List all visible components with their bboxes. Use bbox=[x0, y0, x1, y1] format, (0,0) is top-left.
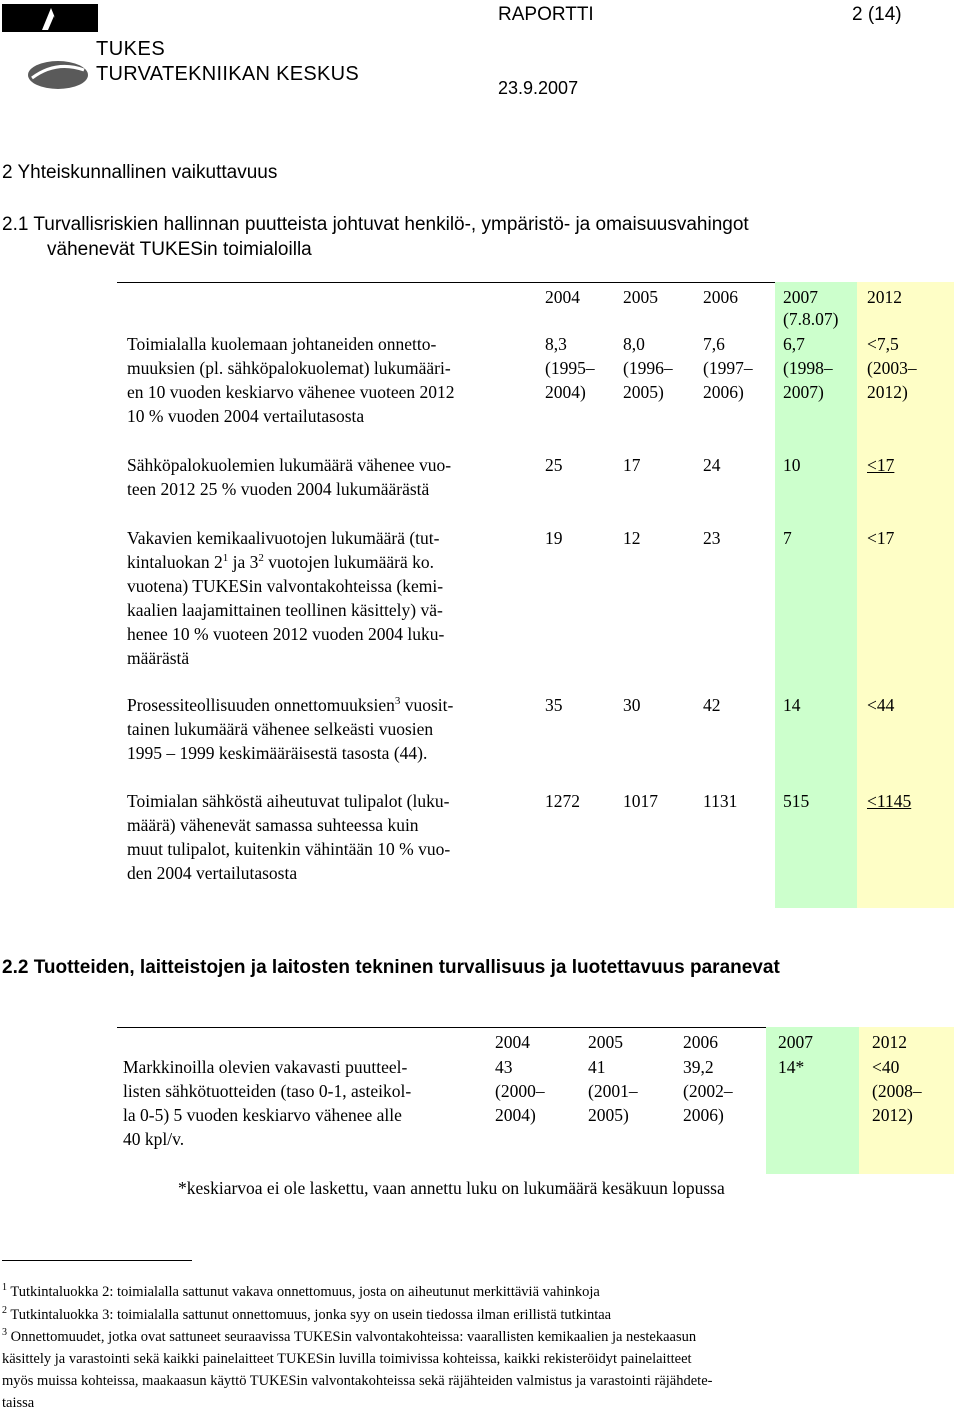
year-header-2012: 2012 bbox=[872, 1032, 907, 1052]
page-number: 2 (14) bbox=[852, 4, 902, 25]
year-header-2005: 2005 bbox=[623, 287, 658, 307]
row-label-line: en 10 vuoden keskiarvo vähenee vuoteen 2012 bbox=[127, 382, 455, 402]
year-header-2007-date: (7.8.07) bbox=[783, 309, 839, 329]
value-line: (2008– bbox=[872, 1081, 922, 1101]
row-label-line: Toimialalla kuolemaan johtaneiden onnetto- bbox=[127, 334, 437, 354]
row-label-line: määrä) vähenevät samassa suhteessa kuin bbox=[127, 815, 419, 835]
value-2006 bbox=[683, 1055, 733, 1127]
row-label-line: 1995 – 1999 keskimääräisestä tasosta (44). bbox=[127, 743, 428, 763]
row-label-line: muut tulipalot, kuitenkin vähintään 10 % vuo- bbox=[127, 839, 451, 859]
row-label-line bbox=[127, 550, 519, 574]
value-2005 bbox=[623, 332, 673, 404]
value-2005: 12 bbox=[623, 528, 641, 548]
row-label-line: muuksien (pl. sähköpalokuolemat) lukumääri- bbox=[127, 358, 451, 378]
footnote-line: käsittely ja varastointi sekä kaikki painelaitteet TUKESin luvilla toimivissa kohteissa, kaikki rekisteröidyt painelaitteet bbox=[2, 1351, 692, 1367]
tukes-logo-mark bbox=[2, 4, 98, 32]
value-2004 bbox=[545, 332, 595, 404]
value-line: (1995– bbox=[545, 358, 595, 378]
subsection-heading-line1: 2.1 Turvallisriskien hallinnan puutteista johtuvat henkilö-, ympäristö- ja omaisuusvahingot bbox=[2, 214, 749, 235]
value-line: (2003– bbox=[867, 358, 917, 378]
value-2012 bbox=[867, 332, 917, 404]
value-line: 2012) bbox=[872, 1105, 913, 1125]
footnote-rule bbox=[2, 1260, 192, 1261]
value-2007: 7 bbox=[783, 528, 792, 548]
year-header-2006: 2006 bbox=[703, 287, 738, 307]
row-label-line: vuotena) TUKESin valvontakohteissa (kemi- bbox=[127, 576, 444, 596]
row-label-text: Prosessiteollisuuden onnettomuuksien bbox=[127, 695, 395, 715]
value-2006: 23 bbox=[703, 528, 721, 548]
footnote-3 bbox=[2, 1326, 947, 1414]
value-line: (1996– bbox=[623, 358, 673, 378]
value-line: (1998– bbox=[783, 358, 833, 378]
value-2005: 30 bbox=[623, 695, 641, 715]
value-2007 bbox=[783, 332, 833, 404]
row-label-line: määrästä bbox=[127, 648, 190, 668]
value-2007: 14 bbox=[783, 695, 801, 715]
value-2007: 515 bbox=[783, 791, 810, 811]
row-label-line: teen 2012 25 % vuoden 2004 lukumäärästä bbox=[127, 479, 430, 499]
footnote-line: taissa bbox=[2, 1395, 35, 1411]
document-type: RAPORTTI bbox=[498, 4, 594, 25]
value-line: 6,7 bbox=[783, 334, 805, 354]
value-2007: 14* bbox=[778, 1057, 805, 1077]
footnote-1 bbox=[2, 1281, 947, 1303]
value-line: 2006) bbox=[683, 1105, 724, 1125]
row-label-text: vuosit- bbox=[400, 695, 454, 715]
value-line: 2006) bbox=[703, 382, 744, 402]
year-header-2004: 2004 bbox=[545, 287, 580, 307]
value-2006: 1131 bbox=[703, 791, 738, 811]
row-label-line: henee 10 % vuoteen 2012 vuoden 2004 luku- bbox=[127, 624, 445, 644]
row-label bbox=[127, 789, 519, 885]
value-2005: 17 bbox=[623, 455, 641, 475]
value-line: (2001– bbox=[588, 1081, 638, 1101]
year-header-2006: 2006 bbox=[683, 1032, 718, 1052]
value-line: 8,3 bbox=[545, 334, 567, 354]
value-line: 2005) bbox=[588, 1105, 629, 1125]
value-line: 7,6 bbox=[703, 334, 725, 354]
table2-top-rule bbox=[117, 1027, 766, 1028]
footnote-ref-3: 3 bbox=[394, 695, 401, 708]
organization-full: TURVATEKNIIKAN KESKUS bbox=[96, 63, 360, 85]
value-line: (2002– bbox=[683, 1081, 733, 1101]
table1-top-rule bbox=[117, 282, 775, 283]
value-2004: 19 bbox=[545, 528, 563, 548]
row-label bbox=[127, 332, 519, 428]
row-label-line: listen sähkötuotteiden (taso 0-1, asteikol- bbox=[123, 1081, 412, 1101]
value-line: 41 bbox=[588, 1057, 606, 1077]
year-header-2012: 2012 bbox=[867, 287, 902, 307]
value-line: 8,0 bbox=[623, 334, 645, 354]
footnote-number: 2 bbox=[2, 1305, 7, 1317]
footnote-number: 3 bbox=[2, 1327, 7, 1339]
value-line: <40 bbox=[872, 1057, 900, 1077]
row-label-line: Sähköpalokuolemien lukumäärä vähenee vuo- bbox=[127, 455, 452, 475]
value-2005 bbox=[588, 1055, 638, 1127]
year-header-2007: 2007 bbox=[783, 287, 818, 307]
value-2005: 1017 bbox=[623, 791, 658, 811]
value-2006 bbox=[703, 332, 753, 404]
row-label-line: 10 % vuoden 2004 vertailutasosta bbox=[127, 406, 365, 426]
value-line: 2007) bbox=[783, 382, 824, 402]
value-line: 2012) bbox=[867, 382, 908, 402]
footnote-ref-1: 1 bbox=[222, 552, 229, 565]
value-2012: <17 bbox=[867, 528, 895, 548]
row-label-line: tainen lukumäärä vähenee selkeästi vuosien bbox=[127, 719, 434, 739]
value-line: 2004) bbox=[495, 1105, 536, 1125]
value-2012: <44 bbox=[867, 695, 895, 715]
value-line: (2000– bbox=[495, 1081, 545, 1101]
value-line: <7,5 bbox=[867, 334, 899, 354]
value-2006: 24 bbox=[703, 455, 721, 475]
row-label-line: kaalien laajamittainen teollinen käsittely) vä- bbox=[127, 600, 443, 620]
footnote-text: Tutkintaluokka 3: toimialalla sattunut onnettomuus, jonka syy on usein tiedossa ilman erillistä tutkintaa bbox=[10, 1307, 612, 1323]
value-2004: 1272 bbox=[545, 791, 580, 811]
value-2004: 35 bbox=[545, 695, 563, 715]
subsection-heading bbox=[2, 212, 952, 262]
row-label-text: ja 3 bbox=[228, 552, 259, 572]
footnote-text: Tutkintaluokka 2: toimialalla sattunut vakava onnettomuus, josta on aiheutunut merkittäviä vahinkoja bbox=[10, 1284, 600, 1300]
year-header-2005: 2005 bbox=[588, 1032, 623, 1052]
value-line: 39,2 bbox=[683, 1057, 714, 1077]
value-2004 bbox=[495, 1055, 545, 1127]
row-label bbox=[127, 453, 519, 501]
value-2012: <1145 bbox=[867, 791, 912, 811]
value-line: (1997– bbox=[703, 358, 753, 378]
row-label bbox=[127, 693, 519, 765]
row-label-line: Toimialan sähköstä aiheutuvat tulipalot (luku- bbox=[127, 791, 450, 811]
organization-short: TUKES bbox=[96, 38, 166, 60]
year-header-2007: 2007 bbox=[778, 1032, 813, 1052]
row-label bbox=[127, 526, 519, 670]
row-label-line: 40 kpl/v. bbox=[123, 1129, 185, 1149]
logo-swoosh-icon bbox=[26, 58, 90, 97]
document-date: 23.9.2007 bbox=[498, 78, 579, 98]
row-label-line bbox=[127, 693, 519, 717]
value-line: 2004) bbox=[545, 382, 586, 402]
row-label-text: kintaluokan 2 bbox=[127, 552, 223, 572]
table2-note: *keskiarvoa ei ole laskettu, vaan annettu luku on lukumäärä kesäkuun lopussa bbox=[178, 1178, 725, 1198]
value-2006: 42 bbox=[703, 695, 721, 715]
footnote-text: Onnettomuudet, jotka ovat sattuneet seuraavissa TUKESin valvontakohteissa: vaarallisten kemikaalien ja nestekaasun bbox=[10, 1329, 697, 1345]
value-2004: 25 bbox=[545, 455, 563, 475]
value-2012 bbox=[872, 1055, 922, 1127]
footnote-2 bbox=[2, 1304, 947, 1326]
value-2012: <17 bbox=[867, 455, 895, 475]
row-label-line: Vakavien kemikaalivuotojen lukumäärä (tut- bbox=[127, 528, 440, 548]
row-label-text: vuotojen lukumäärä ko. bbox=[263, 552, 434, 572]
section-heading-2-2: 2.2 Tuotteiden, laitteistojen ja laitosten tekninen turvallisuus ja luotettavuus paranevat bbox=[2, 957, 780, 978]
footnote-line bbox=[2, 1326, 947, 1348]
row-label-line: la 0-5) 5 vuoden keskiarvo vähenee alle bbox=[123, 1105, 402, 1125]
footnote-line: myös muissa kohteissa, maakaasun käyttö TUKESin valvontakohteissa sekä räjähteiden valmistus ja varastointi räjähdete- bbox=[2, 1373, 713, 1389]
footnote-number: 1 bbox=[2, 1282, 7, 1294]
value-line: 2005) bbox=[623, 382, 664, 402]
row-label bbox=[123, 1055, 483, 1151]
year-header-2004: 2004 bbox=[495, 1032, 530, 1052]
section-heading: 2 Yhteiskunnallinen vaikuttavuus bbox=[2, 162, 278, 183]
footnote-ref-2: 2 bbox=[258, 552, 264, 565]
row-label-line: den 2004 vertailutasosta bbox=[127, 863, 298, 883]
subsection-heading-line2: vähenevät TUKESin toimialoilla bbox=[47, 239, 312, 260]
row-label-line: Markkinoilla olevien vakavasti puutteel- bbox=[123, 1057, 408, 1077]
value-2007: 10 bbox=[783, 455, 801, 475]
value-line: 43 bbox=[495, 1057, 513, 1077]
